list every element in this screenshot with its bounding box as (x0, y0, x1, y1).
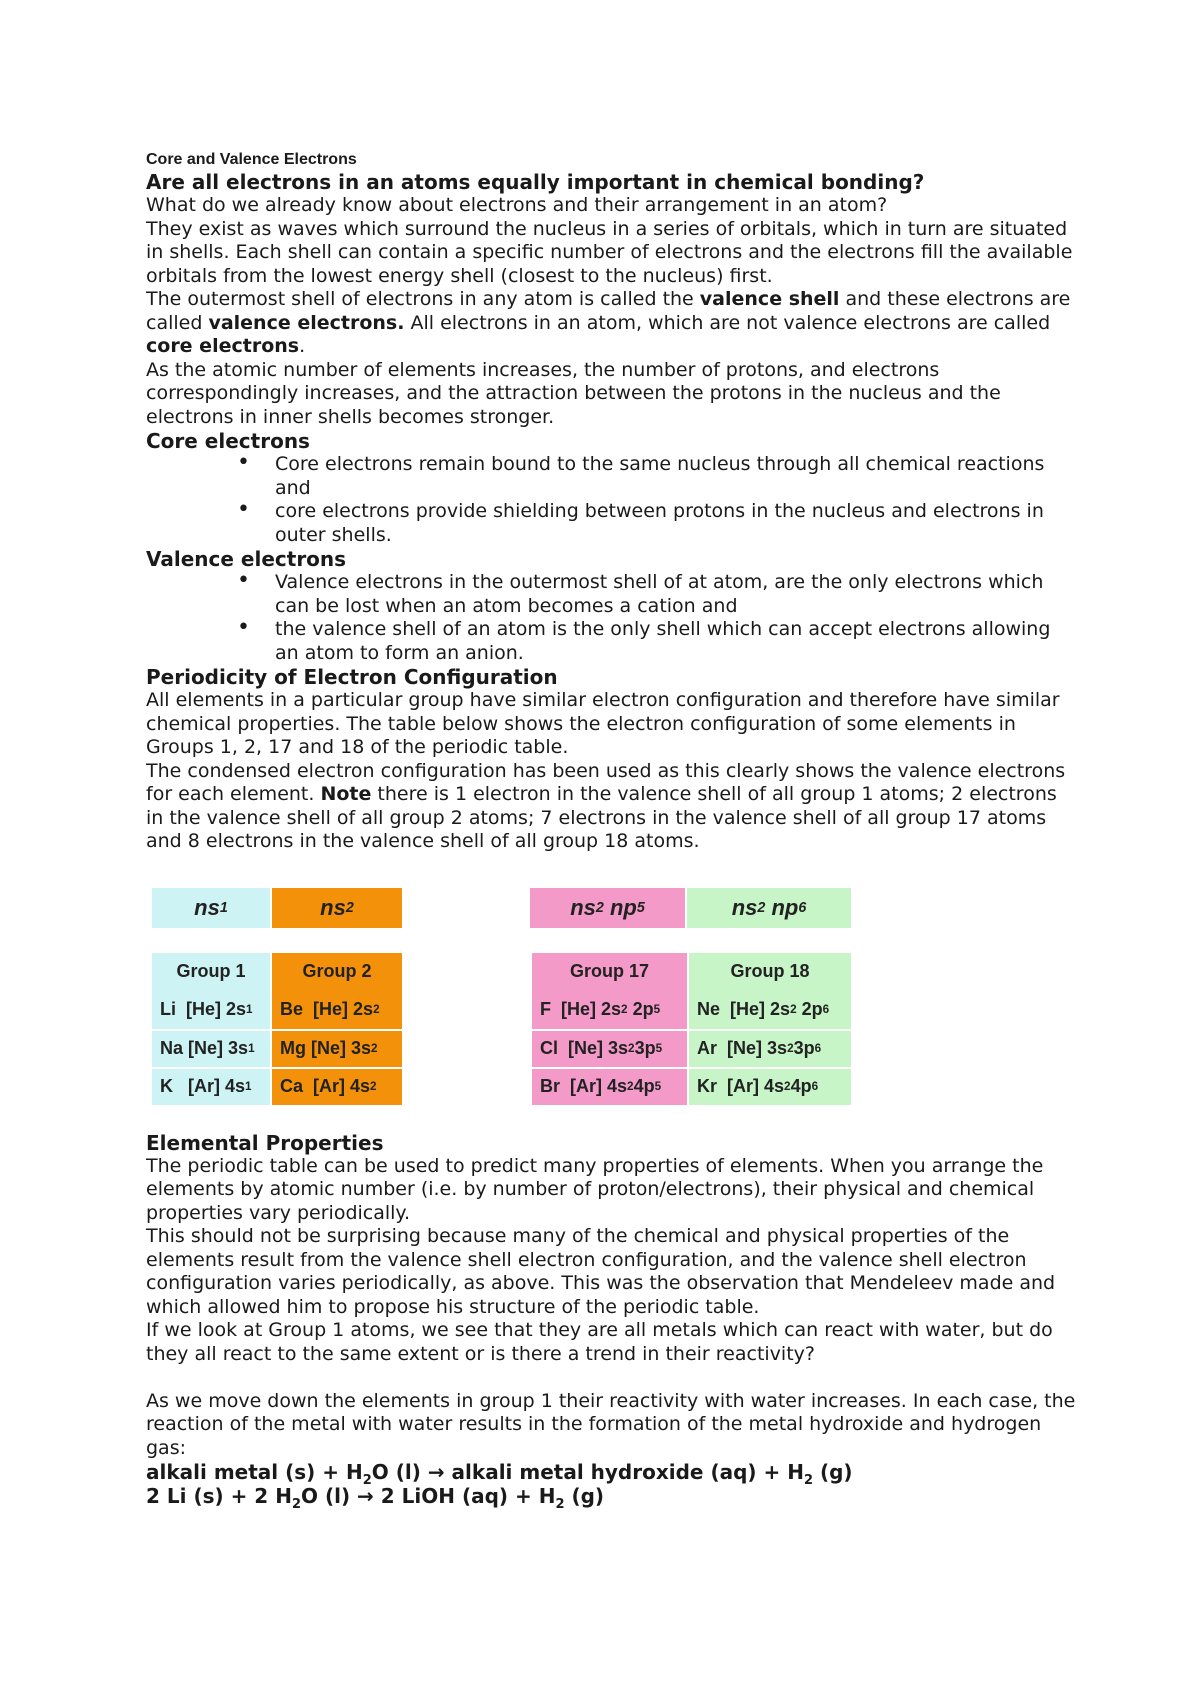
intro-paragraph-4: As the atomic number of elements increases, the number of protons, and electrons correspondingly increases, and the attraction between the protons in the nucleus and the electrons in inner shells becomes stronger. (146, 358, 1001, 428)
document-body (146, 150, 1076, 1512)
element-symbol: F (540, 999, 551, 1019)
header-base: np (771, 894, 799, 920)
element-core: [He] 2s (561, 999, 622, 1019)
element-symbol: Ca (280, 1076, 304, 1096)
header-base: ns (570, 894, 596, 920)
p-orbital: 3p (793, 1038, 815, 1058)
group-1-label: Group 1 (152, 953, 270, 991)
intro-paragraph-1: What do we already know about electrons and their arrangement in an atom? (146, 194, 888, 216)
text-run: The outermost shell of electrons in any atom is called the (146, 288, 700, 310)
electron-configuration-table (146, 854, 1076, 1131)
config-kr: Kr [Ar] 4s 2 4p 6 (689, 1067, 851, 1105)
element-core: [Ar] 4s (188, 1076, 246, 1096)
config-ca: Ca [Ar] 4s 2 (272, 1067, 402, 1105)
header-ns2-np6: ns 2 np 6 (687, 888, 851, 928)
text-run: and these electrons are called (146, 288, 1071, 334)
header-ns2-np5: ns 2 np 5 (530, 888, 685, 928)
text-run: The condensed electron configuration has been used as this clearly shows the valence electrons for each element. (146, 759, 1066, 805)
element-symbol: Cl (540, 1038, 558, 1058)
config-ar: Ar [Ne] 3s 2 3p 6 (689, 1029, 851, 1067)
element-symbol: Mg (280, 1038, 306, 1058)
element-core: [Ne] 3s (311, 1038, 372, 1058)
elemental-properties-heading: Elemental Properties (146, 1130, 384, 1155)
general-equation (146, 1460, 1076, 1488)
subscript: 2 (291, 1497, 301, 1512)
element-core: [He] 2s (313, 999, 374, 1019)
document-title: Core and Valence Electrons (146, 151, 357, 168)
core-electrons-heading: Core electrons (146, 429, 310, 453)
header-ns2: ns 2 (272, 888, 402, 928)
element-core: [He] 2s (186, 999, 247, 1019)
element-symbol: Kr (697, 1076, 718, 1096)
periodicity-heading: Periodicity of Electron Configuration (146, 665, 558, 689)
equation-part: O (l) → 2 LiOH (aq) + H (300, 1484, 556, 1508)
term-valence-shell: valence shell (699, 288, 840, 310)
p-orbital: 4p (633, 1076, 655, 1096)
text-run: . (299, 335, 306, 357)
element-core: [Ar] 4s (313, 1076, 371, 1096)
elemental-paragraph-3: If we look at Group 1 atoms, we see that they are all metals which can react with water, but do they all react to the same extent or is there a trend in their reactivity? (146, 1319, 1053, 1365)
config-mg: Mg [Ne] 3s 2 (272, 1029, 402, 1067)
config-na: Na [Ne] 3s 1 (152, 1029, 270, 1067)
intro-paragraph-3 (146, 288, 1076, 359)
element-symbol: Ne (697, 999, 721, 1019)
lead-question: Are all electrons in an atoms equally important in chemical bonding? (146, 170, 925, 194)
equation-part: (g) (813, 1460, 853, 1484)
element-symbol: K (160, 1076, 173, 1096)
p-orbital: 2p (632, 999, 654, 1019)
equation-part: (g) (564, 1484, 605, 1508)
text-run: All electrons in an atom, which are not valence electrons are called (404, 311, 1051, 334)
elemental-paragraph-4: As we move down the elements in group 1 their reactivity with water increases. In each case, the reaction of the metal with water results in the formation of the metal hydroxide and hydrogen gas: (146, 1389, 1076, 1459)
blank-line (146, 1366, 1076, 1390)
subscript: 2 (555, 1497, 565, 1512)
config-br: Br [Ar] 4s 2 4p 5 (532, 1067, 687, 1105)
header-base: np (609, 894, 637, 920)
subscript: 2 (362, 1473, 372, 1488)
periodicity-paragraph-1: All elements in a particular group have similar electron configuration and therefore have similar chemical properties. The table below shows the electron configuration of some elements in Groups 1, 2, 17 and 18 of the periodic table. (146, 689, 1060, 758)
equation-part: O (l) → alkali metal hydroxide (aq) + H (371, 1460, 804, 1484)
list-item: • the valence shell of an atom is the only shell which can accept electrons allowing an atom to form an anion. (275, 618, 1076, 665)
config-cl: Cl [Ne] 3s 2 3p 5 (532, 1029, 687, 1067)
intro-paragraph-2: They exist as waves which surround the nucleus in a series of orbitals, which in turn are situated in shells. Each shell can contain a specific number of electrons and the electrons fill the available orbitals from the lowest energy shell (closest to the nucleus) first. (146, 217, 1073, 287)
equation-part: 2 Li (s) + 2 H (146, 1484, 292, 1508)
config-be: Be [He] 2s 2 (272, 991, 402, 1029)
config-li: Li [He] 2s 1 (152, 991, 270, 1029)
header-base: ns (320, 894, 346, 920)
header-base: ns (194, 894, 220, 920)
list-item: • Valence electrons in the outermost shell of at atom, are the only electrons which can be lost when an atom becomes a cation and (275, 571, 1076, 618)
element-symbol: Na (160, 1038, 184, 1058)
term-valence-electrons: valence electrons. (208, 311, 405, 334)
p-orbital: 3p (634, 1038, 656, 1058)
core-electrons-list (146, 453, 1076, 547)
element-core: [He] 2s (730, 999, 791, 1019)
valence-electrons-heading: Valence electrons (146, 547, 347, 571)
subscript: 2 (803, 1473, 814, 1488)
header-base: ns (731, 894, 758, 920)
header-ns1: ns 1 (152, 888, 270, 928)
elemental-paragraph-2: This should not be surprising because many of the chemical and physical properties of the elements result from the valence shell electron configuration, and the valence shell electron configuration varies periodically, as above. This was the observation that Mendeleev made and which allowed him to propose his structure of the periodic table. (146, 1225, 1056, 1318)
config-f: F [He] 2s 2 2p 5 (532, 991, 687, 1029)
list-item: • Core electrons remain bound to the same nucleus through all chemical reactions and (275, 453, 1076, 500)
element-symbol: Ar (697, 1038, 718, 1058)
element-symbol: Be (280, 999, 304, 1019)
text-run: there is 1 electron in the valence shell of all group 1 atoms; 2 electrons in the valence shell of all group 2 atoms; 7 electrons in the valence shell of all group 17 atoms and 8 electrons in the valence shell of all group 18 atoms. (146, 783, 1057, 852)
lithium-equation (146, 1484, 1076, 1512)
p-orbital: 2p (801, 999, 823, 1019)
group-2-label: Group 2 (272, 953, 402, 991)
elemental-paragraph-1: The periodic table can be used to predict many properties of elements. When you arrange the elements by atomic number (i.e. by number of proton/electrons), their physical and chemical properties vary periodically. (146, 1154, 1044, 1224)
periodicity-paragraph-2 (146, 760, 1076, 854)
element-core: [Ne] 3s (568, 1038, 629, 1058)
note-label: Note (320, 783, 372, 805)
equation-part: alkali metal (s) + H (146, 1460, 363, 1484)
element-core: [Ar] 4s (727, 1076, 785, 1096)
list-item: • core electrons provide shielding between protons in the nucleus and electrons in outer shells. (275, 500, 1076, 547)
config-ne: Ne [He] 2s 2 2p 6 (689, 991, 851, 1029)
element-core: [Ne] 3s (727, 1038, 788, 1058)
group-17-label: Group 17 (532, 953, 687, 991)
config-k: K [Ar] 4s 1 (152, 1067, 270, 1105)
element-symbol: Br (540, 1076, 561, 1096)
term-core-electrons: core electrons (146, 335, 300, 357)
valence-electrons-list (146, 571, 1076, 665)
element-core: [Ne] 3s (188, 1038, 249, 1058)
element-core: [Ar] 4s (570, 1076, 628, 1096)
p-orbital: 4p (790, 1076, 812, 1096)
element-symbol: Li (160, 999, 176, 1019)
group-18-label: Group 18 (689, 953, 851, 991)
